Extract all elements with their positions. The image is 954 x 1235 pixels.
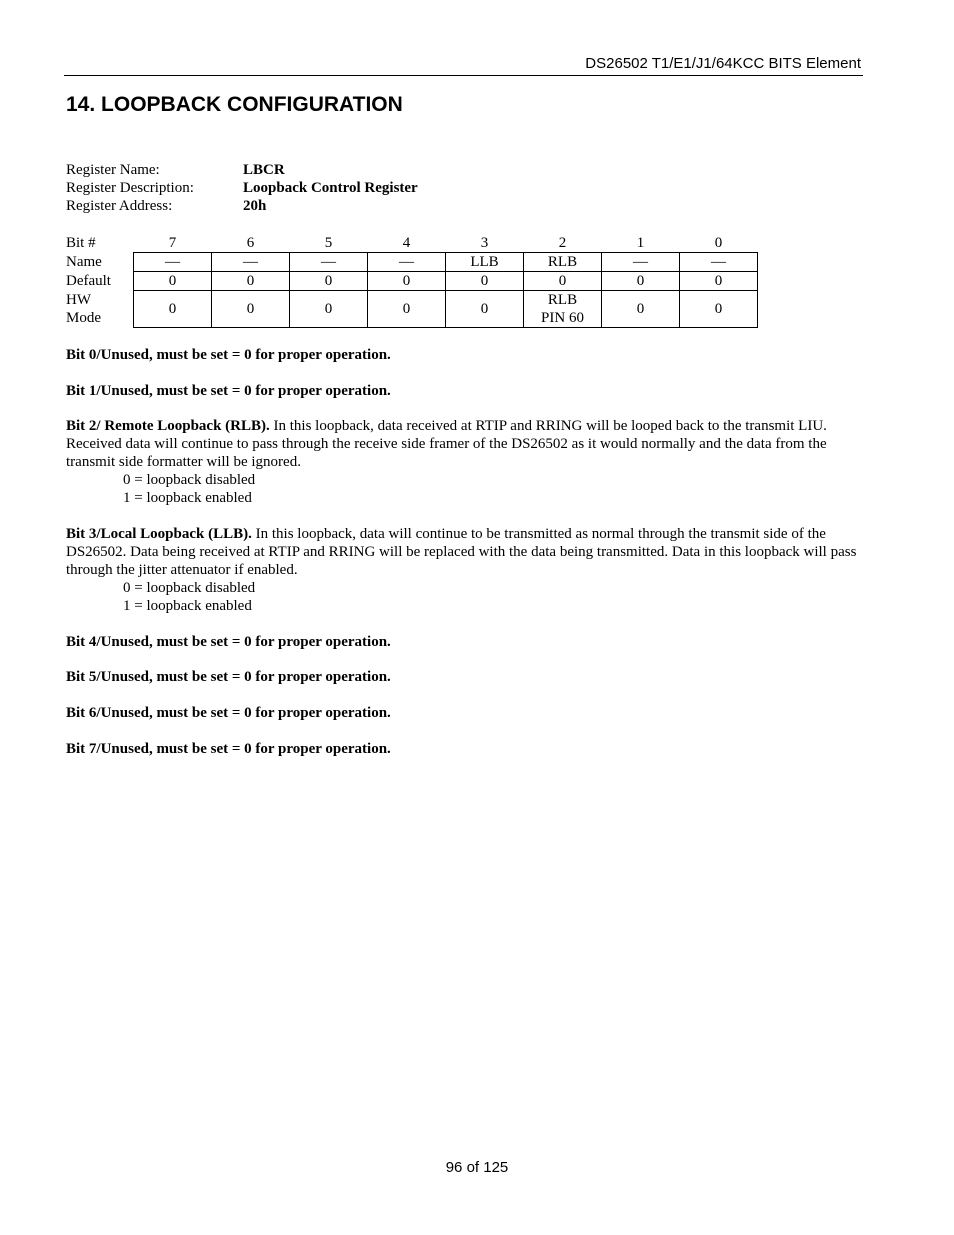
register-info bbox=[66, 161, 418, 215]
bit7-text: Bit 7/Unused, must be set = 0 for proper operation. bbox=[66, 741, 391, 757]
bit-default-label: Default bbox=[66, 273, 111, 289]
bit-name-cell: RLB bbox=[524, 253, 602, 272]
register-name-label: Register Name: bbox=[66, 162, 160, 178]
bit-hw-mode-cell: 0 bbox=[212, 291, 290, 328]
bit2-body: In this loopback, data received at RTIP and RRING will be looped back to the transmit LIU. Received data will continue to pass through the receive side framer of the DS26502 as it would normally and the data from the transmit side formatter will be ignored. bbox=[66, 418, 827, 470]
bit-default-cell: 0 bbox=[134, 272, 212, 291]
bit2-description bbox=[66, 417, 863, 507]
register-name-value: LBCR bbox=[243, 162, 285, 178]
bit-name-cell: — bbox=[368, 253, 446, 272]
register-name-row bbox=[66, 161, 418, 179]
bit3-option-1: 1 = loopback enabled bbox=[123, 598, 252, 614]
bit-name-cell: — bbox=[290, 253, 368, 272]
bit2-paragraph bbox=[66, 417, 863, 471]
document-header: DS26502 T1/E1/J1/64KCC BITS Element bbox=[585, 55, 861, 72]
bit-number: 1 bbox=[636, 235, 645, 251]
bit-number: 5 bbox=[324, 235, 333, 251]
bit3-paragraph bbox=[66, 525, 863, 579]
register-description-value: Loopback Control Register bbox=[243, 180, 418, 196]
bit5-text: Bit 5/Unused, must be set = 0 for proper operation. bbox=[66, 669, 391, 685]
bit-name-label: Name bbox=[66, 254, 102, 270]
bit2-option-1: 1 = loopback enabled bbox=[123, 490, 252, 506]
bit3-heading: Bit 3/Local Loopback (LLB). bbox=[66, 526, 252, 542]
bit-hw-mode-cell: 0 bbox=[602, 291, 680, 328]
bit-name-cell: — bbox=[134, 253, 212, 272]
section-title: 14. LOOPBACK CONFIGURATION bbox=[66, 93, 403, 116]
bit-default-cell: 0 bbox=[602, 272, 680, 291]
hw-label-line2: Mode bbox=[66, 310, 101, 326]
bit-number-row bbox=[66, 234, 758, 253]
bit4-text: Bit 4/Unused, must be set = 0 for proper operation. bbox=[66, 634, 391, 650]
bit4-description bbox=[66, 633, 863, 651]
bit-hw-mode-cell: 0 bbox=[446, 291, 524, 328]
bit-default-cell: 0 bbox=[368, 272, 446, 291]
bit-name-cell: LLB bbox=[446, 253, 524, 272]
bit-number: 4 bbox=[402, 235, 411, 251]
bit-name-cell: — bbox=[602, 253, 680, 272]
bit2-heading: Bit 2/ Remote Loopback (RLB). bbox=[66, 418, 270, 434]
bit-hw-mode-cell: 0 bbox=[680, 291, 758, 328]
bit1-text: Bit 1/Unused, must be set = 0 for proper operation. bbox=[66, 383, 391, 399]
bit-hw-mode-cell: 0 bbox=[290, 291, 368, 328]
bit2-option-0: 0 = loopback disabled bbox=[123, 472, 256, 488]
bit-number: 6 bbox=[246, 235, 255, 251]
bit3-body: In this loopback, data will continue to be transmitted as normal through the transmit side of the DS26502. Data being received at RTIP and RRING will be replaced with the data being transmitted. Data in this loopback will pass through the jitter attenuator if enabled. bbox=[66, 526, 857, 578]
register-bit-table bbox=[66, 234, 758, 328]
bit-hw-mode-cell-bit2 bbox=[524, 291, 602, 328]
bit-number: 7 bbox=[168, 235, 177, 251]
bit-name-row bbox=[66, 253, 758, 272]
bit-number: 0 bbox=[714, 235, 723, 251]
bit-number-label: Bit # bbox=[66, 235, 96, 252]
bit6-text: Bit 6/Unused, must be set = 0 for proper operation. bbox=[66, 705, 391, 721]
bit6-description bbox=[66, 704, 863, 722]
bit-default-cell: 0 bbox=[524, 272, 602, 291]
hw-mode-bit2-line1: RLB bbox=[547, 292, 578, 308]
bit7-description bbox=[66, 740, 863, 758]
register-address-row bbox=[66, 197, 418, 215]
bit-hw-mode-cell: 0 bbox=[368, 291, 446, 328]
bit-default-cell: 0 bbox=[446, 272, 524, 291]
hw-label-line1: HW bbox=[66, 292, 91, 308]
bit-hw-mode-row bbox=[66, 291, 758, 328]
hw-mode-bit2-line2: PIN 60 bbox=[541, 310, 584, 326]
register-address-value: 20h bbox=[243, 198, 267, 214]
bit-default-cell: 0 bbox=[290, 272, 368, 291]
bit-default-row bbox=[66, 272, 758, 291]
bit5-description bbox=[66, 668, 863, 686]
bit-hw-mode-label bbox=[66, 291, 134, 328]
header-rule bbox=[64, 75, 863, 76]
bit-number: 2 bbox=[558, 235, 567, 251]
bit0-description bbox=[66, 346, 863, 364]
page-number: 96 of 125 bbox=[445, 1159, 509, 1176]
bit0-text: Bit 0/Unused, must be set = 0 for proper operation. bbox=[66, 347, 391, 363]
bit-name-cell: — bbox=[680, 253, 758, 272]
bit-default-cell: 0 bbox=[680, 272, 758, 291]
register-address-label: Register Address: bbox=[66, 198, 173, 214]
bit1-description bbox=[66, 382, 863, 400]
bit-hw-mode-cell: 0 bbox=[134, 291, 212, 328]
bit-name-cell: — bbox=[212, 253, 290, 272]
register-description-row bbox=[66, 179, 418, 197]
bit3-description bbox=[66, 525, 863, 615]
bit-number: 3 bbox=[480, 235, 489, 251]
bit3-option-0: 0 = loopback disabled bbox=[123, 580, 256, 596]
register-description-label: Register Description: bbox=[66, 180, 194, 196]
bit-default-cell: 0 bbox=[212, 272, 290, 291]
